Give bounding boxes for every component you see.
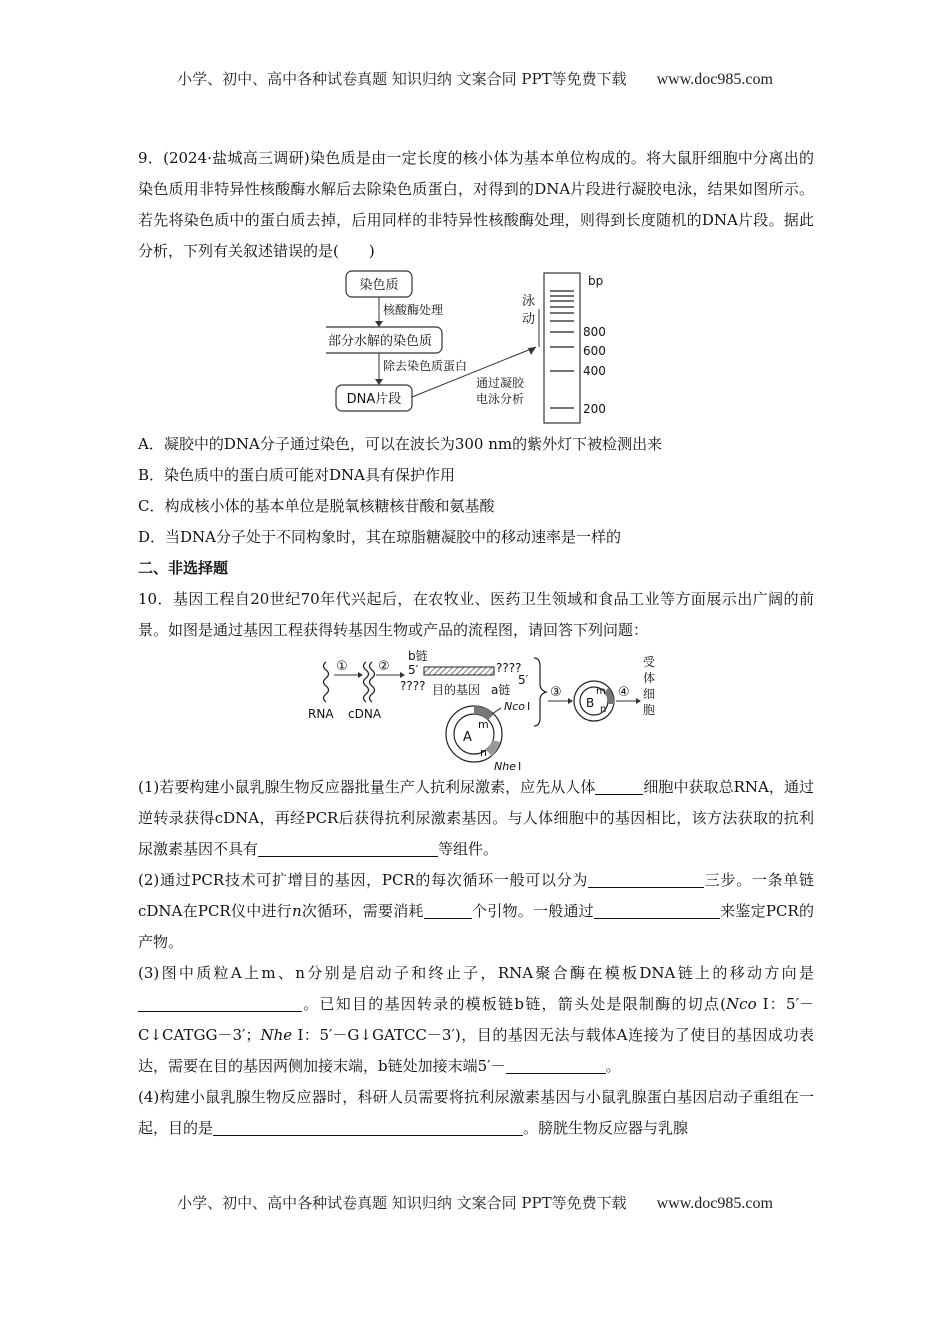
q10-stem: 10．基因工程自20世纪70年代兴起后，在农牧业、医药卫生领域和食品工业等方面展示出广阔的前景。如图是通过基因工程获得转基因生物或产品的流程图，请回答下列问题： — [138, 590, 814, 639]
q10-p2-n: n — [291, 902, 302, 920]
plasmid-b-m: m — [596, 686, 606, 697]
q-marks-top: ???? — [496, 661, 522, 675]
marker-200: 200 — [583, 402, 606, 416]
recipient-2: 体 — [643, 671, 656, 685]
plasmid-a-label: A — [463, 730, 472, 745]
header-text: 小学、初中、高中各种试卷真题 知识归纳 文案合同 PPT等免费下载 — [177, 70, 627, 88]
answer-blank-1[interactable] — [595, 776, 643, 795]
a-chain-label: a链 — [491, 683, 511, 697]
five-prime-top: 5′ — [408, 663, 419, 677]
q10-p3-nhe: Nhe — [260, 1026, 293, 1044]
main-content — [138, 143, 814, 1144]
q10-p2-d: 个引物。一般通过 — [471, 902, 594, 920]
q10-part4 — [138, 1082, 814, 1144]
q9-stem — [138, 143, 814, 267]
answer-blank-2[interactable] — [258, 838, 438, 857]
q10-p3-a: (3)图中质粒A上m、n分别是启动子和终止子，RNA聚合酶在模板DNA链上的移动方向是 — [138, 964, 814, 982]
q9-option-c: C．构成核小体的基本单位是脱氧核糖核苷酸和氨基酸 — [138, 497, 495, 515]
step-remove-protein: 除去染色质蛋白 — [383, 359, 468, 373]
marker-400: 400 — [583, 364, 606, 378]
answer-blank-7[interactable] — [506, 1055, 606, 1074]
answer-blank-5[interactable] — [594, 900, 720, 919]
q9-option-d: D．当DNA分子处于不同构象时，其在琼脂糖凝胶中的移动速率是一样的 — [138, 528, 622, 546]
plasmid-a-m: m — [478, 718, 489, 731]
rna-strand — [324, 662, 329, 702]
marker-800: 800 — [583, 325, 606, 339]
q10-p3-e: 。 — [605, 1057, 621, 1075]
step-gel-1: 通过凝胶 — [476, 376, 525, 390]
q9-option-a: A．凝胶中的DNA分子通过染色，可以在波长为300 nm的紫外灯下被检测出来 — [138, 435, 663, 453]
q9-stem-text: 染色质是由一定长度的核小体为基本单位构成的。将大鼠肝细胞中分离出的染色质用非特异性核酸酶水解后去除染色质蛋白，对得到的DNA片段进行凝胶电泳，结果如图所示。若先将染色质中的蛋白质去掉，后用同样的非特异性核酸酶处理，则得到长度随机的DNA片段。据此分析，下列有关叙述错误的是( ) — [138, 149, 814, 260]
q10-p3-b: 。已知目的基因转录的模板链b链，箭头处是限制酶的切点( — [302, 995, 727, 1013]
plasmid-a-n: n — [480, 746, 487, 759]
recipient-4: 胞 — [643, 703, 656, 717]
step-gel-2: 电泳分析 — [476, 392, 525, 406]
q10-part3 — [138, 958, 814, 1082]
q10-p3-c: Ⅰ：5′－C↓CATGG－3′； — [138, 995, 814, 1044]
section-title: 二、非选择题 — [138, 559, 229, 577]
five-prime-right: 5′ — [518, 673, 529, 687]
page-header — [0, 68, 950, 89]
answer-blank-6[interactable] — [138, 993, 302, 1012]
box-partial-label: 部分水解的染色质 — [327, 334, 433, 349]
nhe-label: Nhe Ⅰ — [494, 760, 522, 772]
footer-text: 小学、初中、高中各种试卷真题 知识归纳 文案合同 PPT等免费下载 — [177, 1194, 627, 1212]
q10-p4-b: 。膀胱生物反应器与乳腺 — [523, 1119, 689, 1137]
marker-600: 600 — [583, 344, 606, 358]
q10-diagram — [296, 648, 656, 772]
header-site[interactable]: www.doc985.com — [656, 71, 773, 88]
cdna-strand-2 — [370, 662, 375, 702]
rna-label: RNA — [308, 707, 334, 721]
b-chain-label: b链 — [408, 649, 428, 663]
box-chromatin-label: 染色质 — [359, 278, 399, 293]
q10-p2-a: (2)通过PCR技术可扩增目的基因，PCR的每次循环一般可以分为 — [138, 871, 589, 889]
q9-source: 9．(2024·盐城高三调研) — [138, 149, 310, 167]
q9-option-b: B．染色质中的蛋白质可能对DNA具有保护作用 — [138, 466, 456, 484]
brace-right — [534, 658, 546, 726]
step-3: ③ — [550, 685, 562, 700]
q10-p3-d: Ⅰ：5′－G↓GATCC－3′)，目的基因无法与载体A连接为了使目的基因成功表达，需要在目的基因两侧加接末端，b链处加接末端5′－ — [138, 1026, 814, 1075]
q10-p2-b: 三步。一条单链cDNA在PCR仪中进行 — [138, 871, 814, 920]
q9-diagram — [326, 269, 626, 429]
recipient-3: 细 — [643, 687, 656, 701]
box-dna-label: DNA片段 — [346, 392, 402, 407]
answer-blank-4[interactable] — [424, 900, 472, 919]
answer-blank-8[interactable] — [213, 1117, 523, 1136]
step-1: ① — [336, 659, 348, 674]
q10-p2-c: 次循环，需要消耗 — [301, 902, 424, 920]
target-gene-bar — [424, 667, 494, 675]
step-nuclease: 核酸酶处理 — [383, 303, 444, 317]
plasmid-b-n: n — [600, 704, 607, 715]
q10-part1 — [138, 772, 814, 865]
q10-p1-a: (1)若要构建小鼠乳腺生物反应器批量生产人抗利尿激素，应先从人体 — [138, 778, 596, 796]
recipient-1: 受 — [643, 655, 656, 669]
cdna-label: cDNA — [348, 707, 382, 721]
q-marks-bottom: ???? — [400, 679, 426, 693]
answer-blank-3[interactable] — [588, 869, 704, 888]
cdna-strand-1 — [364, 662, 369, 702]
q10-p1-b: 细胞中获取总RNA，通过逆转录获得cDNA，再经PCR后获得抗利尿激素基因。与人体细胞中的基因相比，该方法获取的抗利尿激素基因不具有 — [138, 778, 814, 858]
q10-p1-c: 等组件。 — [438, 840, 499, 858]
nco-label: Nco Ⅰ — [504, 700, 531, 713]
target-gene-label: 目的基因 — [432, 683, 481, 697]
plasmid-b-label: B — [586, 696, 595, 710]
q10-p3-nco: Nco — [726, 995, 757, 1013]
step-4: ④ — [618, 685, 630, 700]
bp-label: bp — [588, 274, 604, 288]
footer-site[interactable]: www.doc985.com — [656, 1195, 773, 1212]
page-footer — [0, 1192, 950, 1213]
swim-label-1: 泳 — [522, 294, 536, 309]
q10-p4-a: (4)构建小鼠乳腺生物反应器时，科研人员需要将抗利尿激素基因与小鼠乳腺蛋白基因启动子重组在一起，目的是 — [138, 1088, 814, 1137]
q10-p2-e: 来鉴定PCR的产物。 — [138, 902, 814, 951]
swim-label-2: 动 — [522, 312, 536, 327]
step-2: ② — [378, 659, 390, 674]
q10-part2 — [138, 865, 814, 958]
